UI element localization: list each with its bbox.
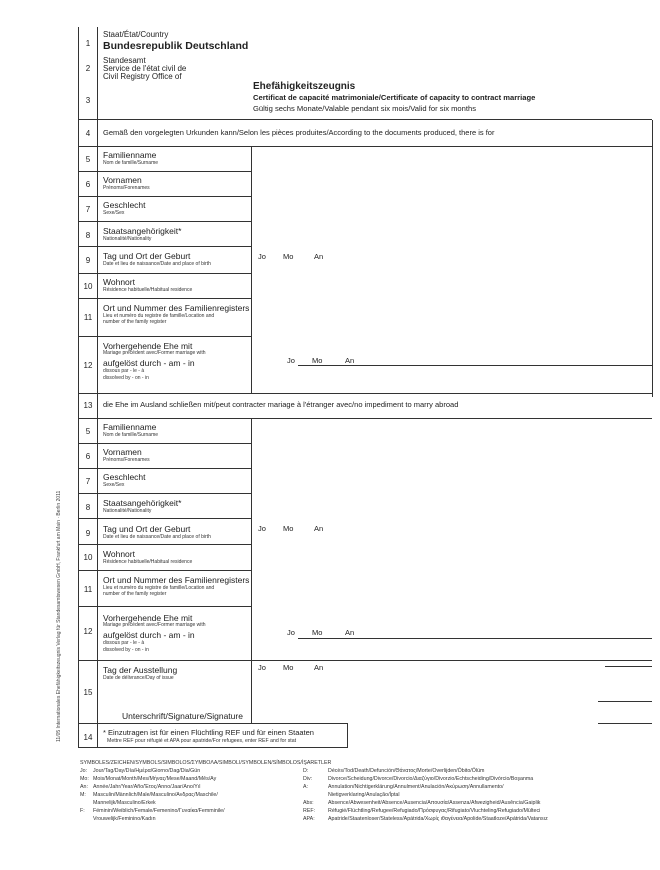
prev-marriage-label: Vorhergehende Ehe mit <box>103 613 193 623</box>
symbol-value: Divorce/Scheidung/Divorce/Divorcio/Διαζύγιο/Divorzio/Echtscheiding/Divórcio/Boşanma <box>328 776 534 782</box>
row-line <box>78 660 652 661</box>
month-col: Mo <box>283 252 294 261</box>
year-col: An <box>314 524 324 533</box>
row-line <box>78 606 252 607</box>
symbol-value: Décès/Tod/Death/Defunción/Θάνατος/Morte/Overlijden/Óbito/Ölüm <box>328 768 485 774</box>
symbol-value: Vrouwelijk/Feminino/Kadın <box>93 816 156 822</box>
validity-text: Gültig sechs Monate/Valable pendant six mois/Valid for six months <box>253 104 476 113</box>
symbol-key: F: <box>80 808 85 814</box>
dissolved-sublabel: dissolved by - on - in <box>103 647 149 653</box>
row-line <box>78 298 252 299</box>
day-col: Jo <box>258 252 266 261</box>
symbol-key: Div: <box>303 776 313 782</box>
symbol-value: Masculin/Männlich/Male/Masculino/Ανδρας/Maschile/ <box>93 792 218 798</box>
nationality-label: Staatsangehörigkeit* <box>103 498 182 508</box>
row-line <box>78 493 252 494</box>
register-sublabel: number of the family register <box>103 591 167 597</box>
month-col: Mo <box>312 628 323 637</box>
symbol-key: Jo: <box>80 768 88 774</box>
year-col: An <box>345 628 355 637</box>
footnote-line2: Mettre REF pour réfugié et APA pour apatride/For refugees, enter REF and for stat <box>107 738 297 744</box>
row-number: 1 <box>85 39 91 48</box>
register-sublabel: Lieu et numéro du registre de famille/Location and <box>103 585 215 591</box>
row-number: 8 <box>85 503 91 512</box>
row-line <box>78 393 652 394</box>
row-number: 14 <box>83 733 93 742</box>
register-sublabel: number of the family register <box>103 319 167 325</box>
row-number: 10 <box>83 282 93 291</box>
field-column-divider-top <box>251 146 252 393</box>
surname-sublabel: Nom de famille/Surname <box>103 432 159 438</box>
symbol-value: Mannelijk/Masculino/Erkek <box>93 800 156 806</box>
sex-sublabel: Sexe/Sex <box>103 210 125 216</box>
symbol-key: A: <box>303 784 309 790</box>
entry-line <box>598 723 652 724</box>
row13-text: die Ehe im Ausland schließen mit/peut contracter mariage à l'étranger avec/no impediment to marry abroad <box>103 400 459 409</box>
birth-sublabel: Date et lieu de naissance/Date and place of birth <box>103 261 211 267</box>
dissolved-label: aufgelöst durch - am - in <box>103 358 195 368</box>
row-line <box>78 518 252 519</box>
row-number: 3 <box>85 96 91 105</box>
row-line <box>78 196 252 197</box>
row-line <box>78 119 652 120</box>
row-line <box>78 443 252 444</box>
surname-sublabel: Nom de famille/Surname <box>103 160 159 166</box>
dissolved-sublabel: dissolved by - on - in <box>103 375 149 381</box>
row-number: 11 <box>83 585 93 594</box>
row-number: 4 <box>85 129 91 138</box>
row-number: 6 <box>85 180 91 189</box>
row-line <box>78 146 652 147</box>
row-line <box>78 273 252 274</box>
year-col: An <box>314 663 324 672</box>
row-number: 5 <box>85 155 91 164</box>
symbol-value: Réfugié/Flüchtling/Refugee/Refugiado/Πρόσφυγας/Rifugiato/Vluchteling/Refugiado/Mülteci <box>328 808 541 814</box>
symbol-key: REF: <box>303 808 316 814</box>
row-number: 8 <box>85 231 91 240</box>
country-label: Staat/État/Country <box>103 30 169 39</box>
entry-line <box>598 701 652 702</box>
symbol-value: Apatride/Staatenloser/Stateless/Apátrida/Χωρίς ιθαγένεια/Apolide/Staatloze/Apátrida/Vatansız <box>328 816 548 822</box>
month-col: Mo <box>283 663 294 672</box>
residence-sublabel: Résidence habituelle/Habitual residence <box>103 287 193 293</box>
birth-label: Tag und Ort der Geburt <box>103 251 191 261</box>
day-col: Jo <box>258 524 266 533</box>
nationality-sublabel: Nationalité/Nationality <box>103 508 152 514</box>
symbol-value: Année/Jahr/Year/Año/Έτος/Anno/Jaar/Ano/Yıl <box>93 784 201 790</box>
register-sublabel: Lieu et numéro du registre de famille/Location and <box>103 313 215 319</box>
sex-label: Geschlecht <box>103 200 146 210</box>
row-number: 7 <box>85 205 91 214</box>
month-col: Mo <box>283 524 294 533</box>
residence-sublabel: Résidence habituelle/Habitual residence <box>103 559 193 565</box>
entry-line <box>298 365 652 366</box>
row-number: 9 <box>85 529 91 538</box>
registry-label-en: Civil Registry Office of <box>103 72 182 81</box>
symbol-value: Jour/Tag/Day/Día/Ημέρα/Giorno/Dag/Dia/Gün <box>93 768 201 774</box>
document-subtitle: Certificat de capacité matrimoniale/Certificate of capacity to contract marriage <box>253 93 536 102</box>
row-number: 13 <box>83 401 93 410</box>
row4-text: Gemäß den vorgelegten Urkunden kann/Selon les pièces produites/According to the documents produced, there is for <box>103 128 495 137</box>
row-line <box>78 723 348 724</box>
row-number: 15 <box>83 688 93 697</box>
day-col: Jo <box>258 663 266 672</box>
symbol-key: APA: <box>303 816 315 822</box>
entry-line <box>605 666 652 667</box>
row-line <box>78 246 252 247</box>
registry-label-fr: Service de l'état civil de <box>103 64 187 73</box>
year-col: An <box>314 252 324 261</box>
residence-label: Wohnort <box>103 277 135 287</box>
month-col: Mo <box>312 356 323 365</box>
row-line <box>78 418 652 419</box>
row-number: 11 <box>83 313 93 322</box>
publisher-note: 11/05 Internationales Ehefähigkeitszeugnis Verlag für Standesamtswesen GmbH, Frankfurt am Main · Berlin 2011 <box>56 490 62 742</box>
row-line <box>78 544 252 545</box>
birth-label: Tag und Ort der Geburt <box>103 524 191 534</box>
day-col: Jo <box>287 356 295 365</box>
forenames-label: Vornamen <box>103 175 142 185</box>
symbol-key: D: <box>303 768 309 774</box>
row-line <box>78 570 252 571</box>
symbol-value: Féminin/Weiblich/Female/Femenino/Γυναίκα/Femminile/ <box>93 808 225 814</box>
forenames-label: Vornamen <box>103 447 142 457</box>
forenames-sublabel: Prénoms/Forenames <box>103 457 150 463</box>
row-number: 5 <box>85 427 91 436</box>
prev-marriage-label: Vorhergehende Ehe mit <box>103 341 193 351</box>
issue-date-sublabel: Date de délivrance/Day of issue <box>103 675 174 681</box>
birth-sublabel: Date et lieu de naissance/Date and place of birth <box>103 534 211 540</box>
footnote-line1: * Einzutragen ist für einen Flüchtling REF und für einen Staaten <box>103 728 314 737</box>
row-line <box>78 336 252 337</box>
symbol-key: An: <box>80 784 88 790</box>
residence-label: Wohnort <box>103 549 135 559</box>
register-label: Ort und Nummer des Familienregisters <box>103 303 250 313</box>
row-number: 6 <box>85 452 91 461</box>
surname-label: Familienname <box>103 150 157 160</box>
row-number: 2 <box>85 64 91 73</box>
row-number: 10 <box>83 553 93 562</box>
form-border-right <box>652 120 653 397</box>
row-number: 12 <box>83 361 93 370</box>
prev-marriage-sublabel: Mariage précédent avec/Former marriage with <box>103 350 206 356</box>
registry-label: Standesamt <box>103 56 146 65</box>
issue-date-label: Tag der Ausstellung <box>103 665 178 675</box>
symbol-value: Annulation/Nichtigerklärung/Annulment/Anulación/Ακύρωση/Annullamento/ <box>328 784 504 790</box>
row-line <box>78 171 252 172</box>
number-column-divider <box>97 27 98 747</box>
row-line <box>78 221 252 222</box>
nationality-label: Staatsangehörigkeit* <box>103 226 182 236</box>
row-number: 7 <box>85 477 91 486</box>
signature-label: Unterschrift/Signature/Signature <box>122 711 243 721</box>
row-line <box>78 468 252 469</box>
prev-marriage-sublabel: Mariage précédent avec/Former marriage with <box>103 622 206 628</box>
symbol-key: Abs: <box>303 800 314 806</box>
dissolved-sublabel: dissous par - le - à <box>103 368 145 374</box>
row-number: 12 <box>83 627 93 636</box>
form-border-left <box>78 27 79 747</box>
symbol-value: Mois/Monat/Month/Mes/Μήνας/Mese/Maand/Mês/Ay <box>93 776 217 782</box>
country-value: Bundesrepublik Deutschland <box>103 40 249 52</box>
row-line <box>78 747 348 748</box>
nationality-sublabel: Nationalité/Nationality <box>103 236 152 242</box>
register-label: Ort und Nummer des Familienregisters <box>103 575 250 585</box>
sex-sublabel: Sexe/Sex <box>103 482 125 488</box>
sex-label: Geschlecht <box>103 472 146 482</box>
document-title: Ehefähigkeitszeugnis <box>253 81 356 92</box>
footnote-divider <box>347 723 348 747</box>
year-col: An <box>345 356 355 365</box>
symbol-key: Mo: <box>80 776 89 782</box>
symbols-heading: SYMBOLES/ZEICHEN/SYMBOLS/SIMBOLOS/ΣΥΜΒΟΛΑ/SIMBOLI/SYMBOLEN/SÍMBOLOS/İŞARETLER <box>80 760 332 766</box>
symbol-value: Absence/Abwesenheit/Absence/Ausencia/Απουσία/Assenza/Afwezigheid/Ausência/Gaiplik <box>328 800 541 806</box>
dissolved-sublabel: dissous par - le - à <box>103 640 145 646</box>
dissolved-label: aufgelöst durch - am - in <box>103 630 195 640</box>
symbol-value: Nietigverklaring/Anulação/İptal <box>328 792 400 798</box>
surname-label: Familienname <box>103 422 157 432</box>
forenames-sublabel: Prénoms/Forenames <box>103 185 150 191</box>
symbol-key: M: <box>80 792 86 798</box>
row-number: 9 <box>85 256 91 265</box>
day-col: Jo <box>287 628 295 637</box>
entry-line <box>298 638 652 639</box>
